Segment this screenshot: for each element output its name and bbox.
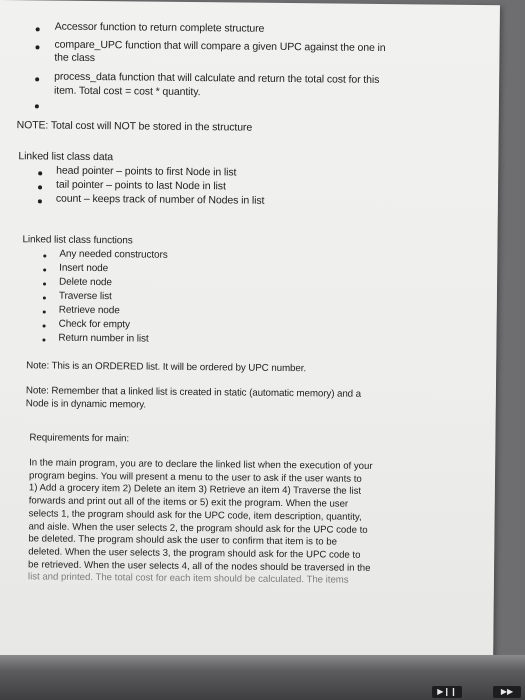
bullet-dot bbox=[38, 199, 42, 203]
play-pause-key[interactable]: ▶❙❙ bbox=[432, 686, 462, 698]
bullet-dot bbox=[35, 45, 39, 49]
list-item: Delete node bbox=[58, 276, 112, 289]
section-heading: Linked list class functions bbox=[22, 234, 133, 247]
bullet-dot bbox=[43, 296, 46, 299]
paragraph-line: and aisle. When the user selects 2, the program should ask for the UPC code to bbox=[28, 520, 368, 536]
bullet-dot bbox=[38, 171, 42, 175]
paragraph-line: be retrieved. When the user selects 4, all of the nodes should be traversed in the bbox=[28, 558, 371, 574]
list-item: head pointer – points to first Node in list bbox=[56, 164, 237, 179]
spec-line: item. Total cost = cost * quantity. bbox=[53, 84, 201, 99]
list-item: Insert node bbox=[59, 262, 109, 275]
spec-line: Accessor function to return complete structure bbox=[54, 20, 265, 35]
paragraph-line: be deleted. The program should ask the user to confirm that item is to be bbox=[28, 533, 337, 548]
list-item: Retrieve node bbox=[58, 304, 120, 317]
bullet-dot bbox=[43, 254, 46, 257]
list-item: Any needed constructors bbox=[59, 248, 168, 261]
note-total-cost: NOTE: Total cost will NOT be stored in the structure bbox=[16, 119, 253, 134]
note-ordered: Note: This is an ORDERED list. It will be ordered by UPC number. bbox=[26, 360, 307, 375]
paragraph-line: forwards and print out all of the items or 5) exit the program. When the user bbox=[28, 495, 349, 510]
keyboard-row bbox=[0, 684, 525, 700]
list-item: Traverse list bbox=[58, 290, 112, 303]
bullet-dot bbox=[42, 338, 45, 341]
section-heading: Requirements for main: bbox=[29, 432, 130, 445]
spec-line: process_data function that will calculate and return the total cost for this bbox=[54, 70, 380, 86]
bullet-dot bbox=[35, 77, 39, 81]
list-item: tail pointer – points to last Node in list bbox=[56, 178, 226, 193]
bullet-dot bbox=[43, 282, 46, 285]
paragraph-line: selects 1, the program should ask for the UPC code, item description, quantity, bbox=[28, 508, 362, 523]
spec-line: compare_UPC function that will compare a given UPC against the one in bbox=[54, 38, 386, 55]
list-item: count – keeps track of number of Nodes in list bbox=[55, 192, 265, 207]
list-item: Return number in list bbox=[58, 332, 149, 345]
bullet-dot bbox=[35, 104, 39, 108]
note-memory: Node is in dynamic memory. bbox=[25, 398, 147, 411]
paragraph-line: program begins. You will present a menu to the user to ask if the user wants to bbox=[28, 470, 362, 485]
fast-forward-key[interactable]: ▶▶ bbox=[493, 686, 521, 698]
bullet-dot bbox=[38, 185, 42, 189]
bullet-dot bbox=[43, 268, 46, 271]
laptop-bezel bbox=[0, 655, 525, 700]
spec-line: the class bbox=[54, 51, 96, 64]
paragraph-line: 1) Add a grocery item 2) Delete an item 3) Retrieve an item 4) Traverse the list bbox=[28, 482, 362, 498]
bullet-dot bbox=[36, 27, 40, 31]
note-memory: Note: Remember that a linked list is created in static (automatic memory) and a bbox=[25, 385, 362, 400]
bullet-dot bbox=[43, 324, 46, 327]
paragraph-line: deleted. When the user selects 3, the program should ask for the UPC code to bbox=[28, 546, 361, 561]
bullet-dot bbox=[43, 310, 46, 313]
list-item: Check for empty bbox=[58, 318, 130, 331]
section-heading: Linked list class data bbox=[18, 150, 114, 164]
requirements-paragraph bbox=[28, 457, 424, 588]
paragraph-line: In the main program, you are to declare the linked list when the execution of your bbox=[29, 457, 373, 472]
paragraph-line: list and printed. The total cost for each item should be calculated. The items bbox=[27, 571, 349, 587]
